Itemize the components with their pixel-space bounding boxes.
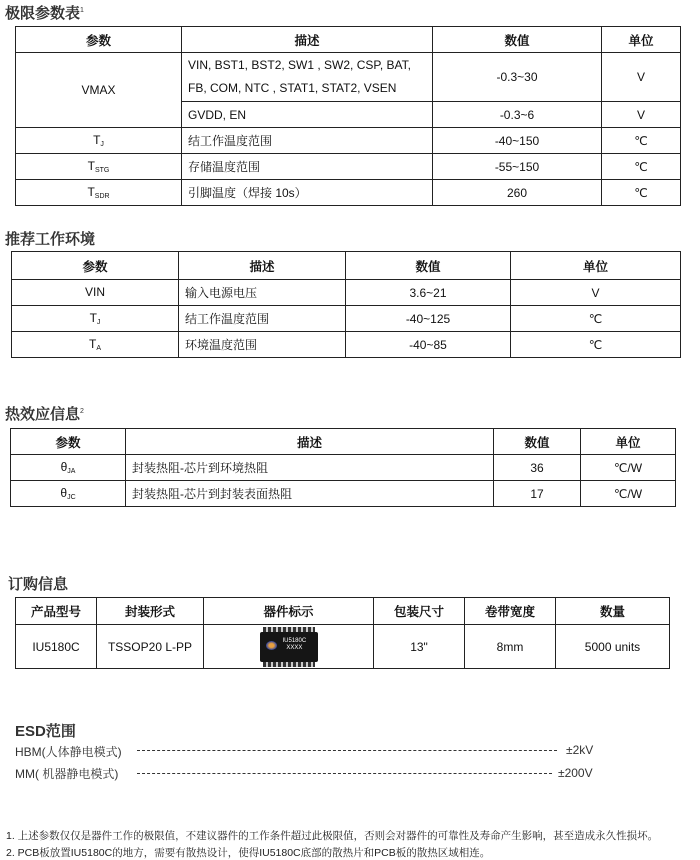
desc-cell: 结工作温度范围	[179, 306, 346, 332]
param-sub: JA	[67, 468, 76, 475]
desc-cell: 环境温度范围	[179, 332, 346, 358]
chip-pins-bottom	[263, 662, 315, 667]
header-cell: 参数	[11, 429, 126, 455]
param-cell	[11, 455, 126, 481]
thermal-table	[10, 428, 676, 507]
desc-line: VIN, BST1, BST2, SW1 , SW2, CSP, BAT,	[188, 58, 411, 72]
footnote-ref: 2	[80, 408, 84, 415]
table-row	[16, 180, 681, 206]
header-cell: 数量	[556, 598, 670, 625]
desc-cell: 输入电源电压	[179, 280, 346, 306]
model-cell: IU5180C	[16, 625, 97, 669]
marking-line: XXXX	[286, 644, 303, 651]
header-cell: 产品型号	[16, 598, 97, 625]
header-cell: 单位	[581, 429, 676, 455]
unit-cell: ℃	[511, 306, 681, 332]
param-cell	[16, 180, 182, 206]
unit-cell: ℃/W	[581, 481, 676, 507]
thermal-title	[5, 403, 84, 424]
param-sub: A	[96, 345, 101, 352]
param-main: T	[89, 311, 97, 325]
desc-cell	[182, 53, 433, 102]
marking-cell	[204, 625, 374, 669]
header-cell: 单位	[511, 252, 681, 280]
table-row	[11, 481, 676, 507]
param-main: θ	[60, 486, 68, 500]
header-cell: 描述	[182, 27, 433, 53]
unit-cell: ℃	[602, 180, 681, 206]
header-cell: 数值	[494, 429, 581, 455]
table-header	[12, 252, 681, 280]
unit-cell: V	[602, 53, 681, 102]
unit-cell: V	[511, 280, 681, 306]
desc-cell: 封装热阻-芯片到环境热阻	[126, 455, 494, 481]
param-main: T	[88, 337, 97, 351]
table-row	[16, 625, 670, 669]
param-main: θ	[60, 460, 68, 474]
footnote-ref: 1	[80, 7, 84, 14]
rec-table	[11, 251, 681, 358]
chip-pins-top	[263, 627, 315, 632]
value-cell: 3.6~21	[346, 280, 511, 306]
table-row	[11, 455, 676, 481]
qty-cell: 5000 units	[556, 625, 670, 669]
unit-cell: ℃	[602, 154, 681, 180]
param-sub: STG	[94, 167, 110, 174]
value-cell: 17	[494, 481, 581, 507]
desc-cell: 存储温度范围	[182, 154, 433, 180]
desc-cell: 结工作温度范围	[182, 128, 433, 154]
esd-title: ESD范围	[15, 723, 76, 740]
hbm-value: ±2kV	[566, 743, 594, 757]
table-row	[16, 154, 681, 180]
unit-cell: ℃	[602, 128, 681, 154]
header-cell: 描述	[179, 252, 346, 280]
marking-line: IU5180C	[282, 637, 307, 644]
chip-body	[260, 632, 318, 662]
param-cell	[11, 481, 126, 507]
title-text: 热效应信息	[5, 406, 81, 423]
header-cell: 器件标示	[204, 598, 374, 625]
value-cell: -40~150	[433, 128, 602, 154]
table-row	[16, 53, 681, 102]
param-sub: SDR	[94, 193, 110, 200]
leader-dashes	[137, 750, 557, 751]
table-row	[12, 306, 681, 332]
param-cell: VMAX	[16, 53, 182, 128]
unit-cell: ℃/W	[581, 455, 676, 481]
unit-cell: ℃	[511, 332, 681, 358]
param-main: T	[93, 133, 101, 147]
hbm-label: HBM(人体静电模式)	[15, 745, 122, 759]
table-row	[16, 128, 681, 154]
table-row	[12, 280, 681, 306]
tape-cell: 8mm	[465, 625, 556, 669]
leader-dashes	[137, 773, 552, 774]
header-cell: 封装形式	[97, 598, 204, 625]
value-cell: -40~125	[346, 306, 511, 332]
table-header	[16, 598, 670, 625]
param-main: VIN	[84, 285, 105, 299]
rec-title: 推荐工作环境	[5, 231, 96, 248]
header-cell: 单位	[602, 27, 681, 53]
param-cell	[12, 332, 179, 358]
reel-cell: 13"	[374, 625, 465, 669]
value-cell: 36	[494, 455, 581, 481]
desc-cell: 引脚温度（焊接 10s）	[182, 180, 433, 206]
order-table	[15, 597, 670, 669]
desc-line: FB, COM, NTC , STAT1, STAT2, VSEN	[188, 81, 397, 95]
unit-cell: V	[602, 102, 681, 128]
header-cell: 参数	[12, 252, 179, 280]
title-text: 极限参数表	[5, 5, 81, 22]
param-cell	[12, 280, 179, 306]
chip-image	[260, 627, 318, 667]
param-main: T	[87, 159, 95, 173]
header-cell: 描述	[126, 429, 494, 455]
value-cell: -0.3~6	[433, 102, 602, 128]
value-cell: 260	[433, 180, 602, 206]
value-cell: -0.3~30	[433, 53, 602, 102]
header-cell: 数值	[433, 27, 602, 53]
header-cell: 包装尺寸	[374, 598, 465, 625]
table-header	[16, 27, 681, 53]
order-title: 订购信息	[8, 576, 69, 593]
footnote: 2. PCB板放置IU5180C的地方，需要有散热设计，使得IU5180C底部的散热片和PCB板的散热区域相连。	[6, 847, 491, 859]
param-sub: J	[100, 141, 104, 148]
param-cell	[16, 128, 182, 154]
param-cell	[12, 306, 179, 332]
param-cell	[16, 154, 182, 180]
logo-icon	[266, 641, 277, 650]
abs-max-table	[15, 26, 681, 206]
desc-cell: GVDD, EN	[182, 102, 433, 128]
table-header	[11, 429, 676, 455]
package-cell: TSSOP20 L-PP	[97, 625, 204, 669]
header-cell: 数值	[346, 252, 511, 280]
header-cell: 参数	[16, 27, 182, 53]
value-cell: -40~85	[346, 332, 511, 358]
value-cell: -55~150	[433, 154, 602, 180]
mm-label: MM( 机器静电模式)	[15, 767, 119, 781]
param-main: T	[87, 185, 95, 199]
abs-max-title	[5, 2, 84, 23]
table-row	[12, 332, 681, 358]
param-sub: JC	[67, 494, 76, 501]
footnote: 1. 上述参数仅仅是器件工作的极限值，不建议器件的工作条件超过此极限值，否则会对器件的可靠性及寿命产生影响，甚至造成永久性损坏。	[6, 830, 659, 842]
header-cell: 卷带宽度	[465, 598, 556, 625]
mm-value: ±200V	[558, 766, 593, 780]
desc-cell: 封装热阻-芯片到封装表面热阻	[126, 481, 494, 507]
param-sub: J	[96, 319, 101, 326]
